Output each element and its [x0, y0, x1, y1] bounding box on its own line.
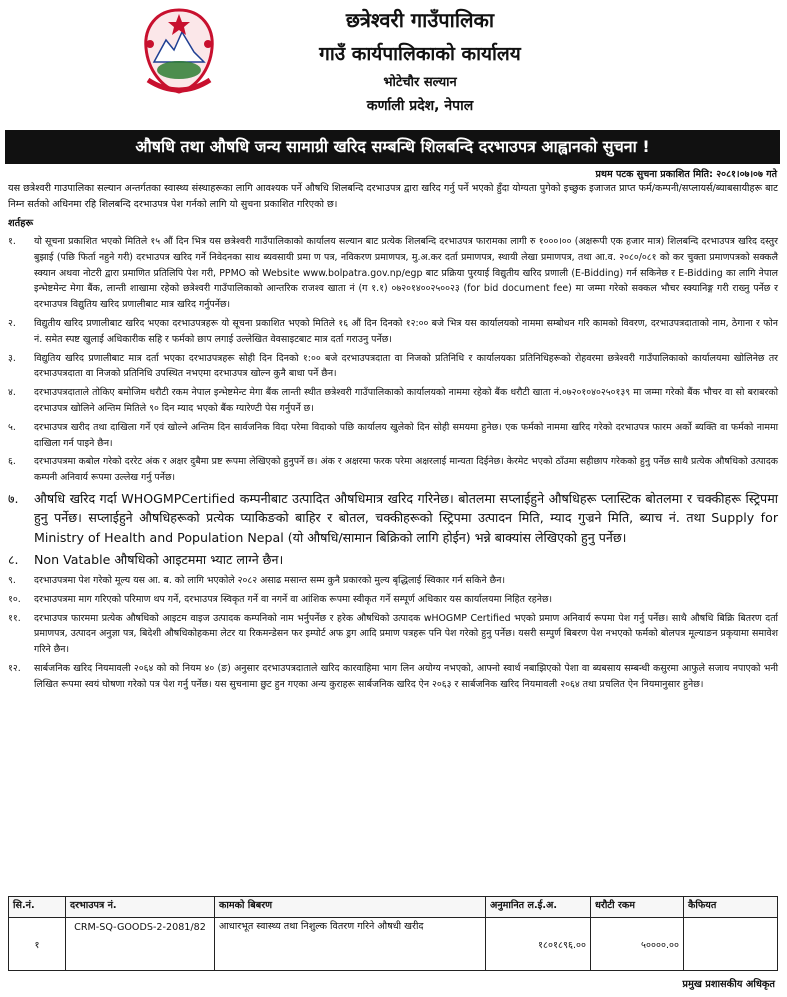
col-header-tender-no: दरभाउपत्र नं. [66, 897, 215, 918]
terms-heading: शर्तहरू [8, 218, 34, 229]
term-number: १. [8, 236, 16, 247]
cell-sn: १ [9, 918, 66, 971]
term-number: २. [8, 317, 16, 329]
col-header-deposit: धरौटी रकम [591, 897, 684, 918]
office-name: गाउँ कार्यपालिकाको कार्यालय [319, 43, 521, 65]
table-header-row [9, 897, 778, 918]
intro-paragraph: यस छत्रेश्वरी गाउपालिका सल्यान अन्तर्गतका स्वास्थ्य संस्थाहरूका लागि आवश्यक पर्ने औषधि शिलबन्दि दरभाउपत्र द्वारा खरिद गर्नु पर्ने भएको हुँदा योग्यता पुगेको इच्छुक इजाजत प्राप्त फर्म/कम्पनी/सप्लायर्स/ब्याबसायीहरू बाट निम्न सर्तको अधिनमा रहि शिलबन्दि दरभाउपत्र पेश गर्नको लागि यो सुचना प्रकाशित गरिएको छ। [8, 183, 778, 210]
term-text: दरभाउपत्र खरीद तथा दाखिला गर्ने एवं खोल्ने अन्तिम दिन सार्वजनिक विदा परेमा विदाको पछि कार्यालय खुलेको दिन सोही समयमा हुनेछ। एक फर्मको नाममा खरिद गरेको दरभाउपत्र फारम अर्को ब्यक्ति वा फर्मको नाममा दाखिला गर्न पाइने छैन। [34, 421, 778, 449]
term-item-3 [8, 351, 778, 383]
cell-deposit: ५००००.०० [591, 918, 684, 971]
col-header-remarks: कैफियत [684, 897, 778, 918]
location-line: भोटेचौर सल्यान [383, 75, 457, 90]
term-number: ३. [8, 352, 16, 364]
term-item-7 [8, 489, 778, 548]
municipality-name: छत्रेश्वरी गाउँपालिका [345, 8, 495, 32]
term-item-12 [8, 661, 778, 693]
term-text: Non Vatable औषधिको आइटममा भ्याट लाग्ने छैन। [34, 552, 284, 568]
term-text: विद्युतीय खरिद प्रणालीबाट खरिद भएका दरभाउपत्रहरू यो सूचना प्रकाशित भएको मितिले १६ औं दिन दिनको १२:०० बजे भित्र यस कार्यालयको नाममा सम्बोधन गरि कामको विवरण, दरभाउपत्रदाताको नाम, ठेगाना र फोन नं. समेत स्पष्ट खुलाई अधिकारीक सहि र फर्मको छाप लगाई उल्लेखित वेवसाइटबाट मात्र दर्ता गराउनु पर्नेछ। [34, 317, 778, 345]
term-text: दरभाउपत्रदाताले तोकिए बमोजिम धरौटी रकम नेपाल इन्भेष्टमेन्ट मेगा बैंक लान्ती स्थीत छत्रेश्वरी गाउँपालिकाको कार्यालयको नाममा रहेको बैंक धरौटी खाता नं.०७२०१०४०२५०१३९ मा जम्मा गरेको बैंक भौचर वा सो बराबरको दरभाउपत्र खोलिने अन्तिम मितिले ९० दिन म्याद भएको बैंक ग्यारेण्टी पेस गर्नुपर्ने छ। [34, 387, 778, 414]
term-item-9 [8, 573, 778, 589]
term-text: दरभाउपत्रमा माग गरिएको परिमाण थप गर्ने, दरभाउपत्र स्विकृत गर्ने वा नगर्ने वा आंशिक रूपमा स्वीकृत गर्ने सम्पूर्ण अधिकार यस कार्यालयमा निहित रहनेछ। [34, 593, 553, 605]
col-header-estimate: अनुमानित ल.ई.अ. [486, 897, 591, 918]
tender-table [8, 896, 778, 971]
cell-estimate: १८०१८९६.०० [486, 918, 591, 971]
term-number: ७. [8, 490, 19, 506]
cell-description: आधारभूत स्वास्थ्य तथा निशुल्क वितरण गरिने औषधी खरीद [215, 918, 486, 971]
term-text: यो सूचना प्रकाशित भएको मितिले १५ औं दिन भित्र यस छत्रेश्वरी गाउँपालिकाको कार्यालय सल्यान बाट प्रत्येक शिलबन्दि दरभाउपत्र फारामका लागी रु १०००।०० (अक्षरूपी एक हजार मात्र) शिलबन्दि दरभाउपत्र खरिद दस्तुर बुझाई (पछि फिर्ता नहुने गरी) दरभाउपत्र खरिद गर्ने निवेदनका साथ ब्यवसायी प्रमा ण पत्र, नविकरण प्रमाणपत्र, मु.अ.कर दर्ता प्रमाणपत्र, स्थायी लेखा प्रमाणपत्र, तथा आ.व. २०८०/०८१ को कर चुक्ता प्रमाणपत्रको सक्कलै स्क्यान अथवा नोटरी द्वारा प्रमाणित प्रतिलिपि पेश गरी, PPMO को Website www.bolpatra.gov.np/egp बाट प्रक्रिया पुरयाई विद्युतीय खरिद प्रणाली (E-Bidding) गर्न सकिनेछ र E-Bidding का लागि नेपाल इन्भेष्टमेन्ट मेगा बैंक, लान्ती शाखामा रहेको छत्रेश्वरी गाउँपालिकाको आन्तरिक राजश्व खाता नं (ग १.१) ०७२०१४००२५००२३ (for bid document fee) मा जम्मा गरेको सक्कल भौचर स्क्यानिङ्ग गरी राख्नु पर्नेछ र दरभाउपत्र विद्युतिय खरिद प्रणालीबाट मात्र खरिद गर्नुपर्नेछ। [34, 236, 778, 311]
table-row [9, 918, 778, 971]
term-number: ११. [8, 612, 21, 624]
term-number: १२. [8, 662, 21, 674]
term-text: दरभाउपत्र फारममा प्रत्येक औषधिको आइटम वाइज उत्पादक कम्पनिको नाम भर्नुपर्नेछ र हरेक औषधिको उत्पादक wHOGMP Certified भएको प्रमाण अनिवार्य रूपमा पेश गर्नु पर्नेछ। साथै औषधि बिक्रि बितरण दर्ता प्रमाणपत्र, उत्पादन अनुज्ञा पत्र, बिदेशी औषधिकोहकमा लेटर या रिकमन्डेसन फर इम्पोर्ट अफ ड्रग आदि प्रमाण पत्रहरू पनि पेश गरेको हुनु पर्नेछ। यसरी सम्पुर्ण बिबरण पेश नभएको फर्मको बोलपत्र मूल्याङन प्रकृयामा समावेश गरिने छैन। [34, 612, 778, 656]
notice-title-banner: औषधि तथा औषधि जन्य सामाग्री खरिद सम्बन्धि शिलबन्दि दरभाउपत्र आह्वानको सुचना ! [5, 130, 780, 164]
cell-remarks [684, 918, 778, 971]
term-item-11 [8, 611, 778, 658]
term-item-2 [8, 316, 778, 348]
term-number: ९. [8, 574, 16, 586]
publication-date: प्रथम पटक सुचना प्रकाशित मिति: २०८१।०७।०७ गते [595, 169, 777, 180]
term-item-4 [8, 385, 778, 417]
term-item-1 [8, 234, 778, 313]
term-number: ६. [8, 456, 16, 468]
col-header-description: कामको बिबरण [215, 897, 486, 918]
col-header-sn: सि.नं. [9, 897, 66, 918]
term-item-5 [8, 420, 778, 452]
term-text: दरभाउपत्रमा पेश गरेको मूल्य यस आ. ब. को लागि भएकोले २०८२ असाढ मसान्त सम्म कुनै प्रकारको मुल्य बृद्धिलाई स्विकार गर्न सकिने छैन। [34, 574, 506, 586]
province-line: कर्णाली प्रदेश, नेपाल [366, 98, 474, 114]
signatory-title: प्रमुख प्रशासकीय अधिकृत [682, 979, 775, 990]
term-text: औषधि खरिद गर्दा WHOGMPCertified कम्पनीबाट उत्पादित औषधिमात्र खरिद गरिनेछ। बोतलमा सप्लाईहुने औषधिहरू प्लास्टिक बोतलमा र चक्कीहरू स्ट्रिपमा हुनु पर्नेछ। सप्लाईहुने औषधिहरूको प्रत्येक प्याकिङको बाहिर र बोतल, चक्कीहरूको स्ट्रिपमा उत्पादन मिति, म्याद गुज्रने मिति, ब्याच नं. तथा Supply for Ministry of Health and Population Nepal (यो औषधि/सामान बिक्रिको लागि होईन) भन्ने बाक्यांस लेखिएको हुनु पर्नेछ। [34, 490, 778, 545]
term-item-8 [8, 550, 778, 570]
term-item-6 [8, 454, 778, 486]
letterhead [0, 0, 787, 128]
term-number: ५. [8, 421, 16, 433]
term-text: विद्युतिय खरिद प्रणालीबाट मात्र दर्ता भएका दरभाउपत्रहरू सोही दिन दिनको १:०० बजे दरभाउपत्रदाता वा निजको प्रतिनिधि र कार्यालयका प्रतिनिधिहरूको रोहवरमा छत्रेश्वरी गाउँपालिकाको कार्यालयमा खोलिनेछ तर दरभाउपत्रदाता वा निजको प्रतिनिधि उपस्थित नभएमा दरभाउपत्र खोल्न कुनै बाधा पर्ने छैन। [34, 352, 778, 380]
term-number: ४. [8, 387, 16, 399]
cell-tender-no: CRM-SQ-GOODS-2-2081/82 [66, 918, 215, 971]
term-item-10 [8, 592, 778, 608]
term-number: ८. [8, 552, 19, 568]
term-text: सार्बजनिक खरिद नियमावली २०६४ को को नियम ४० (ङ) अनुसार दरभाउपत्रदाताले खरिद कारवाहिमा भाग लिन अयोग्य नभएको, आफ्नो स्वार्थ नबाझिएको पेशा वा ब्यबसाय सम्बन्धी कसुरमा आफुले सजाय नपाएको भनी लिखित रूपमा स्वयं घोषणा गरेको पत्र पेश गर्नु पर्नेछ। यस सुचनामा छुट हुन गएका अन्य कुराहरू सार्बजनिक खरिद ऐन २०६३ र सार्बजनिक खरिद नियमावली २०६४ तथा प्रचलित ऐन नियमानुसार हुनेछ। [34, 662, 778, 690]
term-text: दरभाउपत्रमा कबोल गरेको दररेट अंक र अक्षर दुबैमा प्रष्ट रूपमा लेखिएको हुनुपर्ने छ। अंक र अक्षरमा फरक परेमा अक्षरलाई मान्यता दिईनेछ। केरमेट भएको ठाँउमा सहीछाप गरेकको हुनु पर्नेछ साथै प्रत्येक औषधिको उत्पादक कम्पनी अनिवार्य रूपमा उल्लेख गर्नु पर्नेछ। [34, 456, 778, 484]
terms-list [8, 234, 778, 696]
term-number: १०. [8, 593, 21, 605]
